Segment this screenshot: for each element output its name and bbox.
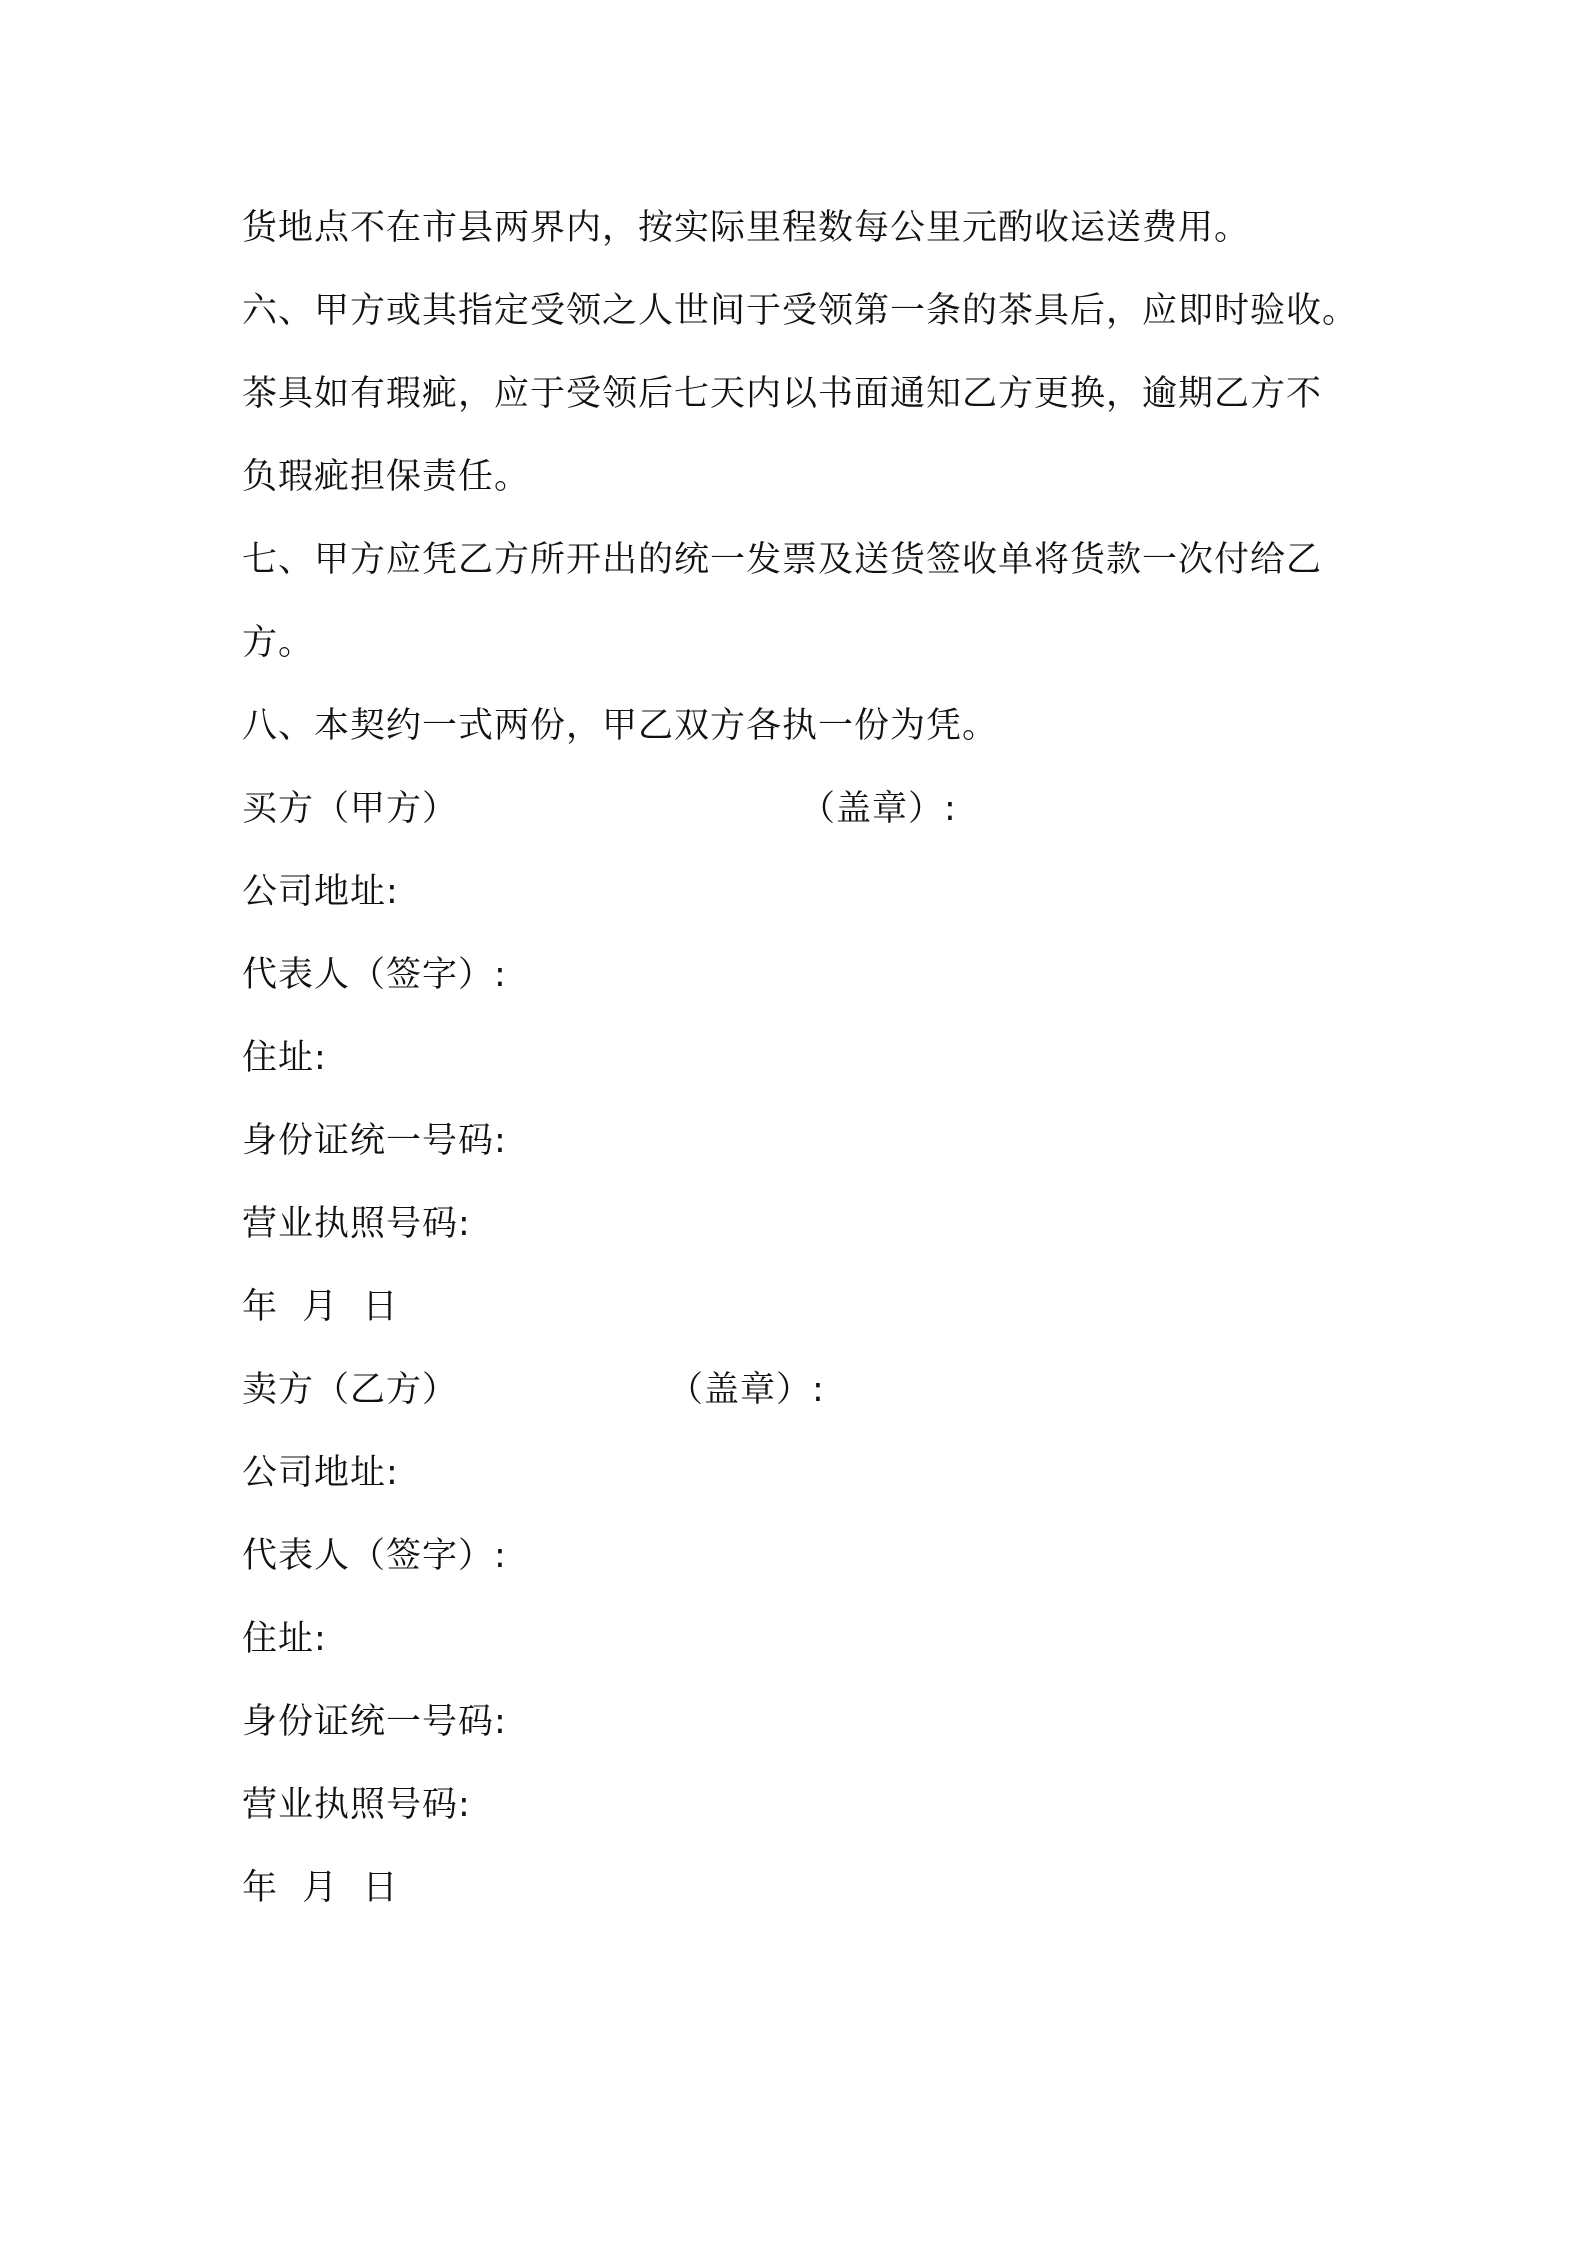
buyer-seal-label: （盖章）: — [800, 789, 957, 829]
clause-6-line: 六、甲方或其指定受领之人世间于受领第一条的茶具后，应即时验收。 — [242, 291, 1359, 331]
buyer-id-number-label: 身份证统一号码: — [242, 1121, 507, 1161]
clause-8-line: 八、本契约一式两份，甲乙双方各执一份为凭。 — [242, 706, 999, 746]
seller-license-label: 营业执照号码: — [242, 1785, 471, 1825]
seller-party-label: 卖方（乙方） — [242, 1370, 459, 1410]
clause-text-line: 茶具如有瑕疵，应于受领后七天内以书面通知乙方更换，逾期乙方不 — [242, 374, 1323, 414]
buyer-date-label: 年 月 日 — [242, 1287, 399, 1327]
clause-7-line: 七、甲方应凭乙方所开出的统一发票及送货签收单将货款一次付给乙 — [242, 540, 1323, 580]
seller-seal-label: （盖章）: — [668, 1370, 825, 1410]
buyer-residence-label: 住址: — [242, 1038, 327, 1078]
seller-representative-label: 代表人（签字）: — [242, 1536, 507, 1576]
seller-address-label: 公司地址: — [242, 1453, 399, 1493]
clause-text-line: 货地点不在市县两界内，按实际里程数每公里元酌收运送费用。 — [242, 208, 1251, 248]
seller-date-label: 年 月 日 — [242, 1868, 399, 1908]
seller-id-number-label: 身份证统一号码: — [242, 1702, 507, 1742]
seller-residence-label: 住址: — [242, 1619, 327, 1659]
clause-text-line: 方。 — [242, 623, 315, 663]
buyer-license-label: 营业执照号码: — [242, 1204, 471, 1244]
buyer-party-row — [242, 787, 458, 831]
clause-text-line: 负瑕疵担保责任。 — [242, 457, 531, 497]
buyer-representative-label: 代表人（签字）: — [242, 955, 507, 995]
buyer-party-label: 买方（甲方） — [242, 789, 459, 829]
buyer-address-label: 公司地址: — [242, 872, 399, 912]
